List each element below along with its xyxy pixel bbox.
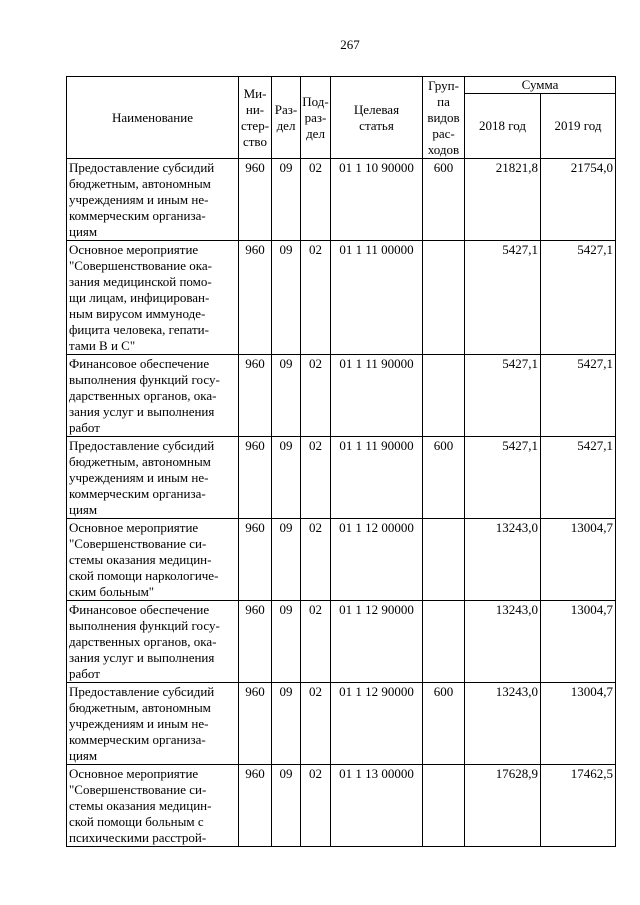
table-row bbox=[67, 355, 616, 437]
budget-table bbox=[66, 76, 616, 847]
cell-section: 09 bbox=[272, 519, 301, 601]
cell-expense-group bbox=[423, 601, 465, 683]
cell-section: 09 bbox=[272, 683, 301, 765]
cell-section: 09 bbox=[272, 437, 301, 519]
cell-expense-group bbox=[423, 241, 465, 355]
header-year-2018: 2018 год bbox=[465, 94, 541, 159]
cell-target-article: 01 1 13 00000 bbox=[331, 765, 423, 847]
table-row bbox=[67, 159, 616, 241]
cell-sum-2019: 17462,5 bbox=[541, 765, 616, 847]
header-sum: Сумма bbox=[465, 77, 616, 94]
cell-target-article: 01 1 11 00000 bbox=[331, 241, 423, 355]
cell-target-article: 01 1 11 90000 bbox=[331, 355, 423, 437]
cell-subsection: 02 bbox=[301, 241, 331, 355]
cell-expense-group bbox=[423, 519, 465, 601]
cell-subsection: 02 bbox=[301, 765, 331, 847]
cell-name: Предоставление субсидий бюджетным, автономным учреждениям и иным не- коммерческим организа- циям bbox=[67, 159, 239, 241]
header-expense-group: Груп- па видов рас- ходов bbox=[423, 77, 465, 159]
header-target-article: Целевая статья bbox=[331, 77, 423, 159]
cell-target-article: 01 1 12 00000 bbox=[331, 519, 423, 601]
cell-sum-2019: 5427,1 bbox=[541, 355, 616, 437]
cell-expense-group bbox=[423, 355, 465, 437]
cell-target-article: 01 1 11 90000 bbox=[331, 437, 423, 519]
cell-sum-2019: 13004,7 bbox=[541, 519, 616, 601]
cell-name: Финансовое обеспечение выполнения функций госу- дарственных органов, ока- зания услуг и выполнения работ bbox=[67, 601, 239, 683]
cell-sum-2019: 5427,1 bbox=[541, 241, 616, 355]
cell-name: Основное мероприятие "Совершенствование си- стемы оказания медицин- ской помощи наркологиче- ским больным" bbox=[67, 519, 239, 601]
cell-sum-2019: 13004,7 bbox=[541, 683, 616, 765]
header-subsection: Под- раз- дел bbox=[301, 77, 331, 159]
cell-section: 09 bbox=[272, 601, 301, 683]
table-row bbox=[67, 683, 616, 765]
cell-sum-2018: 5427,1 bbox=[465, 355, 541, 437]
cell-subsection: 02 bbox=[301, 355, 331, 437]
cell-subsection: 02 bbox=[301, 601, 331, 683]
cell-ministry: 960 bbox=[239, 683, 272, 765]
cell-sum-2018: 13243,0 bbox=[465, 601, 541, 683]
cell-sum-2019: 5427,1 bbox=[541, 437, 616, 519]
cell-sum-2018: 13243,0 bbox=[465, 519, 541, 601]
cell-expense-group bbox=[423, 765, 465, 847]
table-row bbox=[67, 765, 616, 847]
cell-name: Основное мероприятие "Совершенствование ока- зания медицинской помо- щи лицам, инфицирован- ным вирусом иммуноде- фицита человека, гепати- тами В и С" bbox=[67, 241, 239, 355]
cell-ministry: 960 bbox=[239, 159, 272, 241]
cell-name: Предоставление субсидий бюджетным, автономным учреждениям и иным не- коммерческим организа- циям bbox=[67, 683, 239, 765]
cell-target-article: 01 1 12 90000 bbox=[331, 601, 423, 683]
cell-ministry: 960 bbox=[239, 355, 272, 437]
table-row bbox=[67, 241, 616, 355]
cell-section: 09 bbox=[272, 765, 301, 847]
header-name: Наименование bbox=[67, 77, 239, 159]
cell-subsection: 02 bbox=[301, 683, 331, 765]
cell-ministry: 960 bbox=[239, 241, 272, 355]
cell-ministry: 960 bbox=[239, 519, 272, 601]
table-body bbox=[67, 159, 616, 847]
table-row bbox=[67, 519, 616, 601]
header-ministry: Ми- ни- стер- ство bbox=[239, 77, 272, 159]
cell-target-article: 01 1 12 90000 bbox=[331, 683, 423, 765]
header-section: Раз- дел bbox=[272, 77, 301, 159]
cell-ministry: 960 bbox=[239, 765, 272, 847]
cell-expense-group: 600 bbox=[423, 437, 465, 519]
cell-sum-2018: 21821,8 bbox=[465, 159, 541, 241]
page-number: 267 bbox=[340, 37, 360, 52]
cell-sum-2018: 13243,0 bbox=[465, 683, 541, 765]
cell-subsection: 02 bbox=[301, 437, 331, 519]
cell-section: 09 bbox=[272, 241, 301, 355]
cell-section: 09 bbox=[272, 355, 301, 437]
cell-ministry: 960 bbox=[239, 437, 272, 519]
cell-subsection: 02 bbox=[301, 159, 331, 241]
cell-name: Предоставление субсидий бюджетным, автономным учреждениям и иным не- коммерческим организа- циям bbox=[67, 437, 239, 519]
cell-name: Финансовое обеспечение выполнения функций госу- дарственных органов, ока- зания услуг и выполнения работ bbox=[67, 355, 239, 437]
cell-section: 09 bbox=[272, 159, 301, 241]
cell-target-article: 01 1 10 90000 bbox=[331, 159, 423, 241]
cell-subsection: 02 bbox=[301, 519, 331, 601]
cell-name: Основное мероприятие "Совершенствование си- стемы оказания медицин- ской помощи больным с психическими расстрой- bbox=[67, 765, 239, 847]
table-row bbox=[67, 437, 616, 519]
cell-ministry: 960 bbox=[239, 601, 272, 683]
table-header bbox=[67, 77, 616, 159]
cell-expense-group: 600 bbox=[423, 683, 465, 765]
cell-sum-2018: 17628,9 bbox=[465, 765, 541, 847]
cell-expense-group: 600 bbox=[423, 159, 465, 241]
cell-sum-2018: 5427,1 bbox=[465, 241, 541, 355]
header-year-2019: 2019 год bbox=[541, 94, 616, 159]
cell-sum-2019: 13004,7 bbox=[541, 601, 616, 683]
cell-sum-2018: 5427,1 bbox=[465, 437, 541, 519]
table-row bbox=[67, 601, 616, 683]
cell-sum-2019: 21754,0 bbox=[541, 159, 616, 241]
